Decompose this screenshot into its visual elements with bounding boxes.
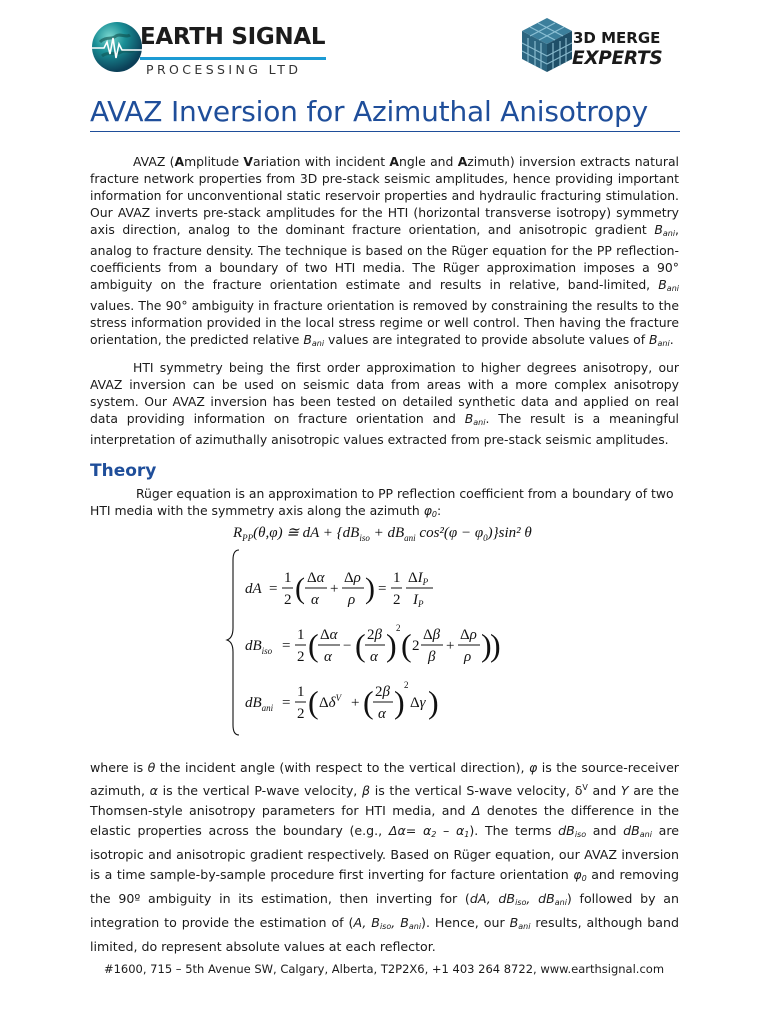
svg-text:): ) bbox=[490, 627, 501, 663]
svg-text:2β: 2β bbox=[375, 684, 390, 700]
svg-text:ρ: ρ bbox=[348, 592, 356, 608]
section-heading-theory: Theory bbox=[90, 461, 157, 481]
intro-paragraph: AVAZ (Amplitude Variation with incident Angle and Azimuth) inversion extracts natural fracture network properties from 3D pre-stack seismic amplitudes, hence providing important information for unconventional static reservoir properties and hydraulic fracturing stimulation. Our AVAZ inverts pre-stack amplitudes for the HTI (horizontal transverse isotropy) symmetry axis direction, analog to the dominant fracture orientation, and anisotropic gradient $B_{ani}$, analog to fracture density. The technique is based on the Rüger equation for the PP reflection-coefficients from a boundary of two HTI media. The Rüger approximation imposes a 90° ambiguity on the fracture orientation estimate and results in relative, band-limited, $B_{ani}$ values. The 90° ambiguity in fracture orientation is removed by constraining the results to the stress information provided in the local stress regime or well control. Then having the fracture orientation, the predicted relative $B_{ani}$ values are integrated to provide absolute values of $B_{ani}$. bbox=[90, 154, 679, 348]
svg-text:α: α bbox=[370, 649, 378, 665]
ruger-equation bbox=[225, 520, 545, 745]
svg-text:+: + bbox=[330, 581, 339, 597]
svg-text:α: α bbox=[378, 706, 386, 722]
svg-text:2: 2 bbox=[297, 649, 305, 665]
title-divider bbox=[90, 131, 680, 132]
hti-paragraph: HTI symmetry being the first order approximation to higher degrees anisotropy, our AVAZ inversion can be used on seismic data from areas with a more complex anisotropy system. Our AVAZ inversion has been tested on detailed synthetic data and applied on real data providing information on fracture orientation and $B_{ani}$. The result is a meaningful interpretation of azimuthally anisotropic values extracted from pre-stack seismic amplitudes. bbox=[90, 360, 679, 447]
svg-text:=: = bbox=[282, 695, 291, 711]
svg-text:IP: $I_P$ bbox=[413, 592, 424, 609]
theory-paragraph: Rüger equation is an approximation to PP reflection coefficient from a boundary of two HTI media with the symmetry axis along the azimuth $\varphi_0$: bbox=[90, 486, 674, 519]
globe-icon bbox=[90, 20, 144, 74]
svg-text:(: ( bbox=[308, 684, 319, 720]
svg-text:2: 2 bbox=[404, 680, 409, 690]
equation-dbani: $dB_{ani}$ bbox=[245, 695, 274, 713]
brand-divider bbox=[140, 57, 326, 60]
logo-text-bottom: EXPERTS bbox=[572, 48, 663, 69]
cube-icon bbox=[520, 16, 574, 74]
svg-text:Δρ: Δρ bbox=[344, 570, 361, 586]
svg-text:(: ( bbox=[363, 684, 374, 720]
footer-address: #1600, 715 – 5th Avenue SW, Calgary, Alberta, T2P2X6, +1 403 264 8722, www.earthsignal.com bbox=[103, 962, 665, 976]
svg-text:2β: 2β bbox=[367, 627, 382, 643]
svg-text:+: + bbox=[351, 695, 360, 711]
svg-text:+: + bbox=[446, 638, 455, 654]
svg-text:=: = bbox=[282, 638, 291, 654]
brand-subtitle: PROCESSING LTD bbox=[146, 62, 302, 77]
earth-signal-logo bbox=[90, 18, 330, 82]
svg-text:Δγ: Δγ bbox=[410, 695, 426, 711]
svg-text:(: ( bbox=[401, 627, 412, 663]
svg-text:α: α bbox=[324, 649, 332, 665]
equation-dbiso: $dB_{iso}$ bbox=[245, 638, 273, 656]
page-title: AVAZ Inversion for Azimuthal Anisotropy bbox=[90, 95, 648, 128]
svg-text:): ) bbox=[386, 627, 397, 663]
equation-da: dA bbox=[245, 581, 262, 597]
svg-text:(: ( bbox=[295, 572, 305, 605]
svg-text:ρ: ρ bbox=[464, 649, 472, 665]
svg-text:): ) bbox=[428, 684, 439, 720]
svg-text:2: 2 bbox=[297, 706, 305, 722]
brand-name: EARTH SIGNAL bbox=[140, 24, 326, 50]
svg-text:): ) bbox=[481, 627, 492, 663]
svg-text:1: 1 bbox=[297, 684, 305, 700]
svg-text:2: 2 bbox=[284, 592, 292, 608]
svg-text:=: = bbox=[269, 581, 278, 597]
svg-text:2: 2 bbox=[393, 592, 401, 608]
variables-paragraph: where is θ the incident angle (with respect to the vertical direction), φ is the source-receiver azimuth, α is the vertical P-wave velocity, β is the vertical S-wave velocity, $\delta^V$ and Υ are the Thomsen-style anisotropy parameters for HTI media, and Δ denotes the difference in the elastic properties across the boundary (e.g., $\Delta\alpha= \alpha_2 - \alpha_1$). The terms $dB_{iso}$ and $dB_{ani}$ are isotropic and anisotropic gradient respectively. Based on Rüger equation, our AVAZ inversion is a time sample-by-sample procedure first inverting for facture orientation $\varphi_0$ and removing the 90º ambiguity in its estimation, then inverting for (dA, $dB_{iso}$, $dB_{ani}$) followed by an integration to provide the estimation of (A, $B_{iso}$, $B_{ani}$). Hence, our $B_{ani}$ results, although band limited, do represent absolute values at each reflector. bbox=[90, 760, 679, 954]
svg-text:ΔIP: $\Delta I_P$ bbox=[408, 570, 429, 587]
svg-text:(: ( bbox=[355, 627, 366, 663]
logo-text-top: 3D MERGE bbox=[573, 29, 661, 47]
svg-text:1: 1 bbox=[284, 570, 292, 586]
svg-text:2: 2 bbox=[412, 638, 420, 654]
svg-text:=: = bbox=[378, 581, 387, 597]
svg-text:Δα: Δα bbox=[307, 570, 325, 586]
3d-merge-experts-logo bbox=[520, 14, 680, 76]
svg-text:ΔδV: $\Delta\delta^V$ bbox=[319, 693, 342, 711]
svg-text:β: β bbox=[428, 649, 436, 665]
svg-text:2: 2 bbox=[396, 623, 401, 633]
equation-main: $R_{PP}(\theta,\varphi)$ ≅ dA + {$dB_{iso} + dB_{ani}$ $\cos^2(\varphi - \varphi_0)\}\sin^2$ θ bbox=[233, 525, 532, 543]
svg-text:Δρ: Δρ bbox=[460, 627, 477, 643]
svg-text:Δβ: Δβ bbox=[423, 627, 441, 643]
svg-text:1: 1 bbox=[297, 627, 305, 643]
svg-text:): ) bbox=[394, 684, 405, 720]
svg-text:Δα: Δα bbox=[320, 627, 338, 643]
svg-text:): ) bbox=[365, 572, 375, 605]
svg-text:−: − bbox=[343, 638, 352, 654]
svg-text:(: ( bbox=[308, 627, 319, 663]
svg-text:α: α bbox=[311, 592, 319, 608]
svg-text:1: 1 bbox=[393, 570, 401, 586]
